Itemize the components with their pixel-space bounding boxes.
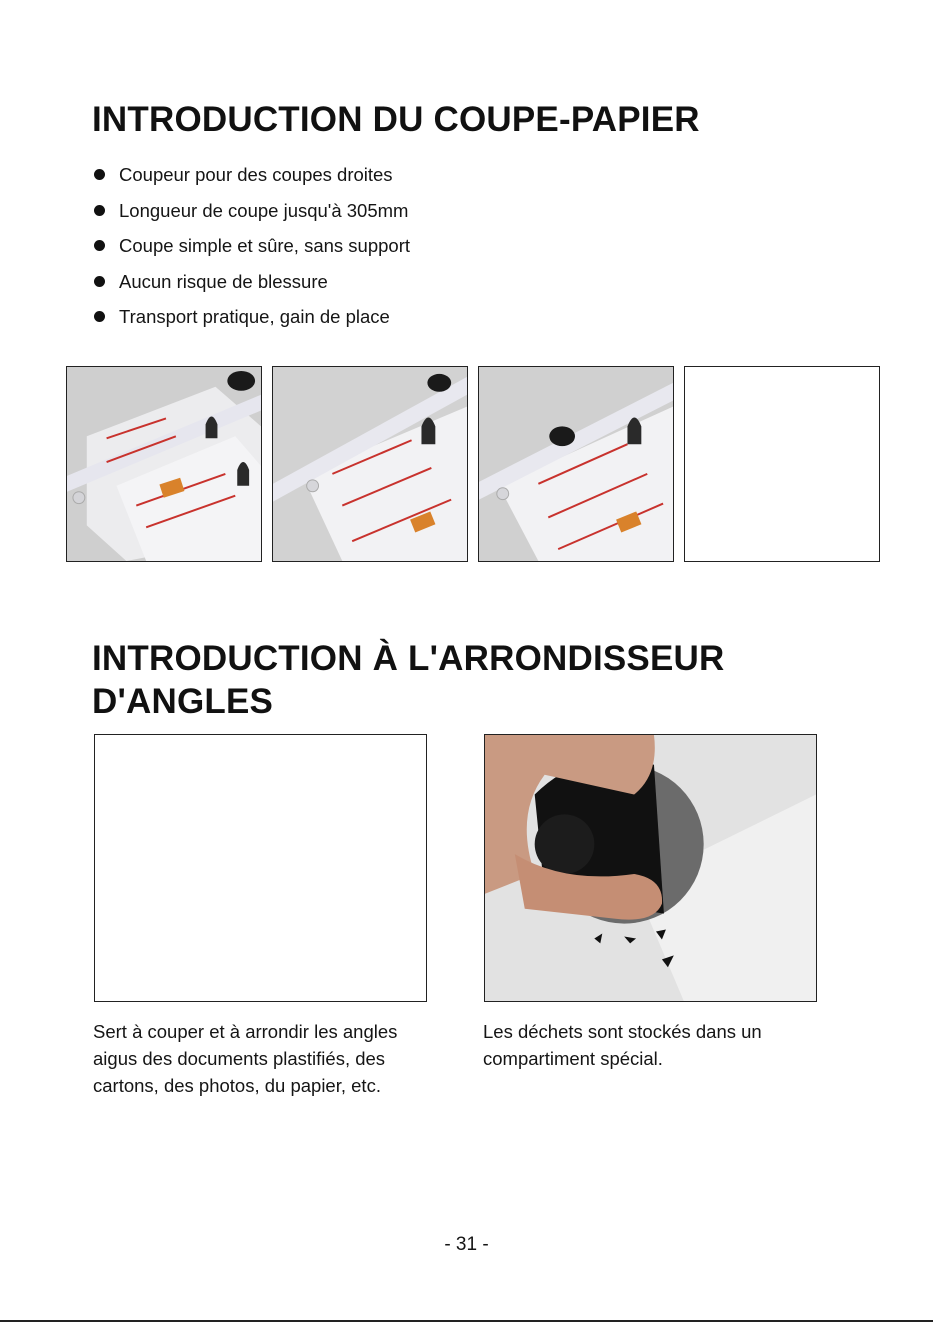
list-item-text: Longueur de coupe jusqu'à 305mm [119, 199, 409, 221]
bullet-icon [94, 311, 105, 322]
page-number: - 31 - [444, 1234, 489, 1255]
list-item-text: Aucun risque de blessure [119, 270, 328, 292]
title-line-1: INTRODUCTION À L'ARRONDISSEUR [92, 639, 725, 678]
list-item [92, 231, 410, 267]
list-item-text: Coupe simple et sûre, sans support [119, 235, 411, 256]
cutter-photo-1 [66, 366, 262, 562]
caption-left: Sert à couper et à arrondir les angles aigus des documents plastifiés, des cartons, des photos, du papier, etc. [93, 1021, 398, 1096]
list-item [92, 160, 410, 196]
list-item-text: Coupeur pour des coupes droites [119, 164, 393, 185]
cutter-photo-2 [272, 366, 468, 562]
empty-image-frame-2 [94, 734, 427, 1002]
section-title-corner-rounder [92, 637, 724, 723]
list-item-text: Transport pratique, gain de place [119, 306, 390, 327]
feature-list [92, 160, 410, 338]
list-item [92, 302, 410, 338]
bullet-icon [94, 169, 105, 180]
caption-right: Les déchets sont stockés dans un compartiment spécial. [483, 1021, 762, 1069]
footer-divider [0, 1320, 933, 1322]
section-title-paper-cutter: INTRODUCTION DU COUPE-PAPIER [92, 100, 700, 139]
list-item [92, 196, 410, 232]
corner-rounder-photo [484, 734, 817, 1002]
bullet-icon [94, 205, 105, 216]
title-line-2: D'ANGLES [92, 682, 274, 721]
bullet-icon [94, 240, 105, 251]
list-item [92, 267, 410, 303]
bullet-icon [94, 276, 105, 287]
empty-image-frame [684, 366, 880, 562]
cutter-photo-3 [478, 366, 674, 562]
